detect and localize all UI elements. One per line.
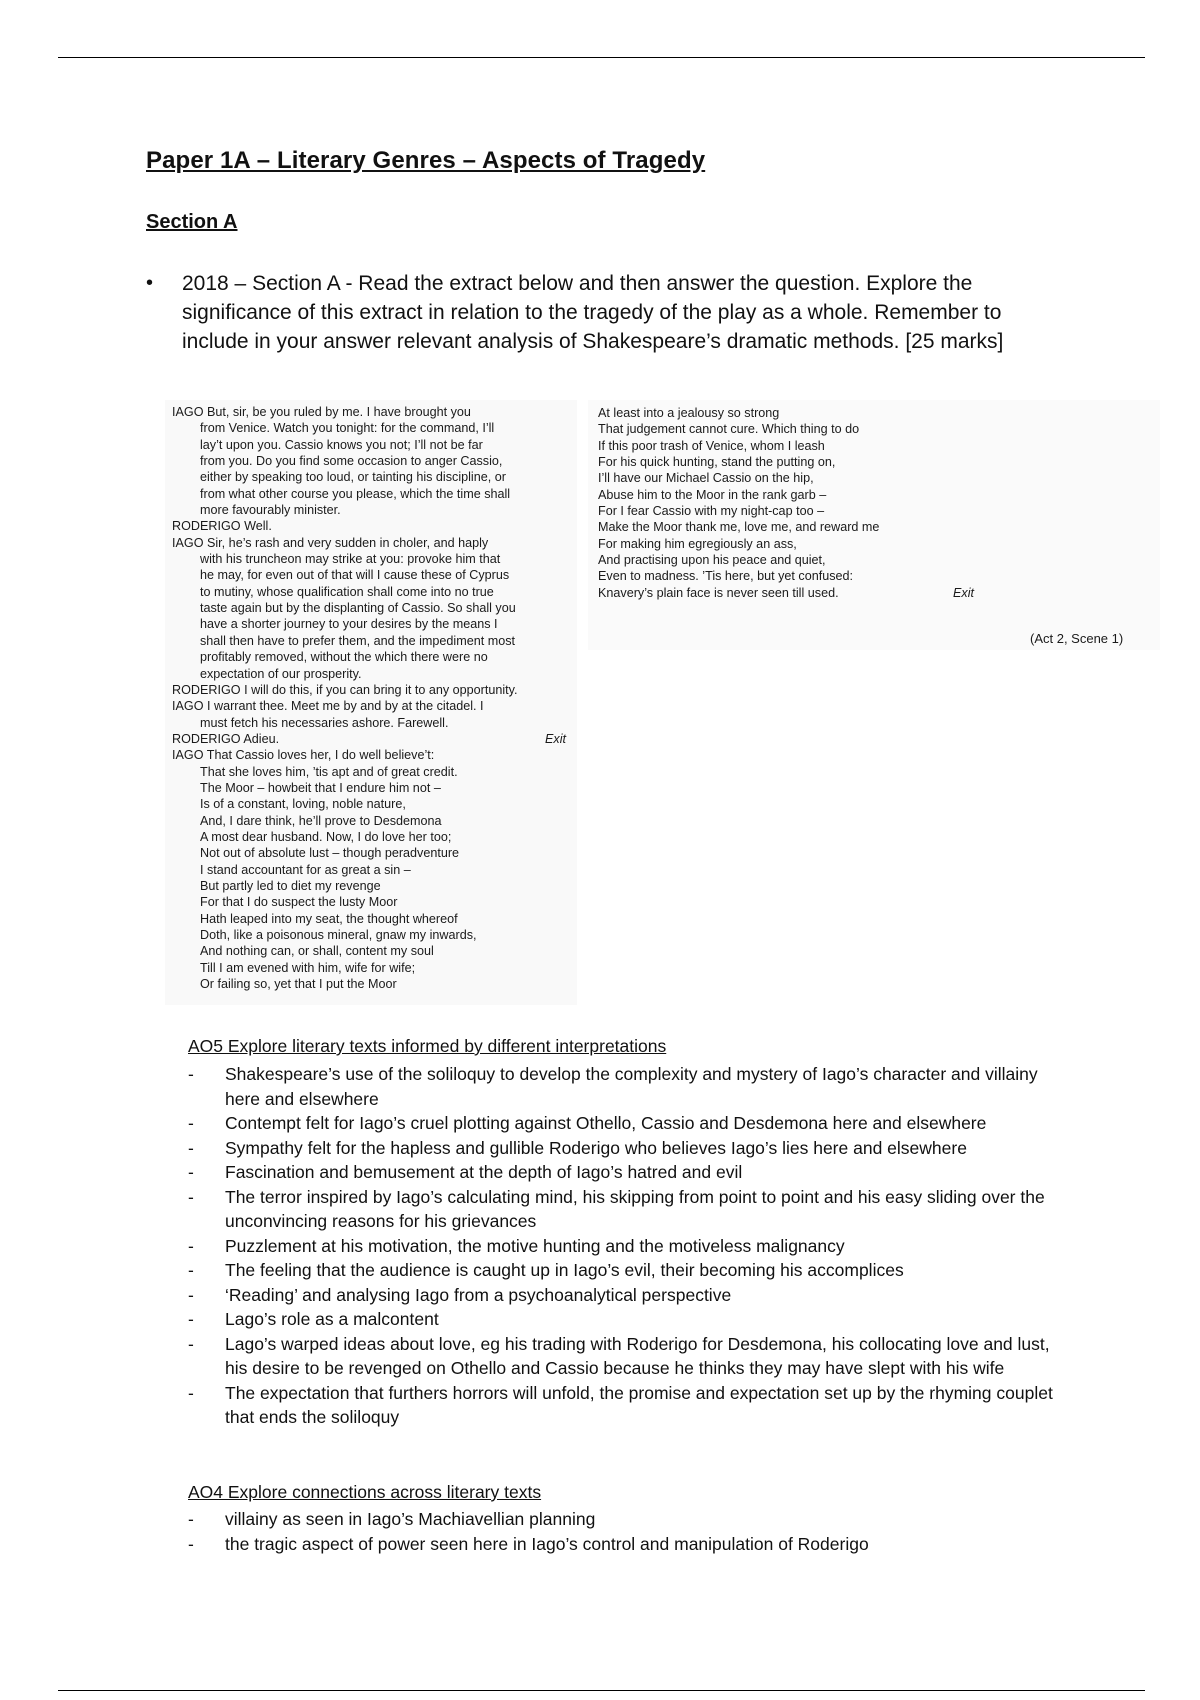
extract-line: A most dear husband. Now, I do love her too;: [200, 829, 452, 844]
extract-line: from Venice. Watch you tonight: for the command, I’ll: [200, 421, 495, 436]
section-heading: Section A: [146, 211, 238, 233]
extract-line: IAGO Sir, he’s rash and very sudden in choler, and haply: [172, 535, 489, 550]
extract-line: he may, for even out of that will I cause these of Cyprus: [200, 568, 510, 583]
extract-line: expectation of our prosperity.: [200, 666, 362, 681]
extract-line-text: RODERIGO Adieu.: [172, 731, 280, 746]
extract-column-1: [172, 404, 580, 992]
extract-line: Make the Moor thank me, love me, and reward me: [598, 520, 880, 535]
extract-line: [598, 585, 1138, 601]
list-item: - The feeling that the audience is caught up in Iago’s evil, their becoming his accomplices: [188, 1258, 1068, 1283]
extract-line: For making him egregiously an ass,: [598, 536, 797, 551]
list-item: - villainy as seen in Iago’s Machiavellian planning: [188, 1507, 1068, 1532]
ao4-list: [188, 1507, 1068, 1556]
question-item: [146, 269, 1046, 356]
extract-line: I’ll have our Michael Cassio on the hip,: [598, 471, 814, 486]
extract-line: with his truncheon may strike at you: provoke him that: [200, 552, 501, 567]
extract-line: shall then have to prefer them, and the impediment most: [200, 633, 516, 648]
extract-line: more favourably minister.: [200, 503, 341, 518]
extract-line: If this poor trash of Venice, whom I leash: [598, 438, 825, 453]
extract-line: have a shorter journey to your desires by the means I: [200, 617, 498, 632]
list-item: - Contempt felt for Iago’s cruel plotting against Othello, Cassio and Desdemona here and elsewhere: [188, 1111, 1068, 1136]
list-item: - ‘Reading’ and analysing Iago from a psychoanalytical perspective: [188, 1283, 1068, 1308]
extract-line: At least into a jealousy so strong: [598, 406, 780, 420]
extract-line: For I fear Cassio with my night-cap too –: [598, 504, 825, 519]
extract-line: For that I do suspect the lusty Moor: [200, 895, 398, 910]
extract-line: from what other course you please, which the time shall: [200, 486, 511, 501]
ao4-heading: AO4 Explore connections across literary texts: [188, 1482, 542, 1502]
extract-line: And, I dare think, he’ll prove to Desdemona: [200, 813, 442, 828]
list-item: - The expectation that furthers horrors will unfold, the promise and expectation set up by the rhyming couplet that ends the soliloquy: [188, 1381, 1068, 1430]
extract-line: That she loves him, ’tis apt and of great credit.: [200, 764, 458, 779]
extract-line: profitably removed, without the which there were no: [200, 650, 488, 665]
extract-column-2: [598, 405, 1138, 601]
extract-line: from you. Do you find some occasion to anger Cassio,: [200, 454, 503, 469]
extract-line: Is of a constant, loving, noble nature,: [200, 797, 406, 812]
list-item: - Shakespeare’s use of the soliloquy to develop the complexity and mystery of Iago’s character and villainy here and elsewhere: [188, 1062, 1068, 1111]
question-text: 2018 – Section A - Read the extract below and then answer the question. Explore the significance of this extract in relation to the tragedy of the play as a whole. Remember to include in your answer relevant analysis of Shakespeare’s dramatic methods. [25 marks]: [182, 272, 1004, 353]
extract-line: Or failing so, yet that I put the Moor: [200, 977, 397, 992]
extract-line: IAGO That Cassio loves her, I do well believe’t:: [172, 748, 435, 763]
extract-line: RODERIGO Well.: [172, 519, 272, 534]
top-rule: [58, 57, 1145, 58]
extract-line: Not out of absolute lust – though peradventure: [200, 846, 460, 861]
bottom-rule: [58, 1690, 1145, 1691]
extract-line: For his quick hunting, stand the putting on,: [598, 455, 836, 470]
extract-line: lay’t upon you. Cassio knows you not; I’ll not be far: [200, 437, 483, 452]
exit-direction: Exit: [953, 585, 974, 600]
list-item: - The terror inspired by Iago’s calculating mind, his skipping from point to point and his easy sliding over the unconvincing reasons for his grievances: [188, 1185, 1068, 1234]
extract-line: Doth, like a poisonous mineral, gnaw my inwards,: [200, 928, 477, 942]
extract-line: RODERIGO I will do this, if you can bring it to any opportunity.: [172, 682, 518, 697]
act-scene-citation: (Act 2, Scene 1): [1030, 631, 1124, 646]
extract-line-text: Knavery’s plain face is never seen till used.: [598, 585, 839, 600]
bullet-icon: •: [146, 272, 154, 294]
extract-line: The Moor – howbeit that I endure him not –: [200, 780, 441, 795]
extract-line: I stand accountant for as great a sin –: [200, 862, 411, 877]
extract-line: Till I am evened with him, wife for wife;: [200, 960, 416, 975]
extract-line: [172, 731, 580, 747]
exit-direction: Exit: [545, 731, 566, 746]
list-item: - the tragic aspect of power seen here in Iago’s control and manipulation of Roderigo: [188, 1532, 1068, 1557]
extract-line: to mutiny, whose qualification shall come into no true: [200, 584, 494, 599]
ao5-heading: AO5 Explore literary texts informed by different interpretations: [188, 1036, 667, 1056]
extract-line: IAGO But, sir, be you ruled by me. I have brought you: [172, 405, 471, 419]
extract-line: IAGO I warrant thee. Meet me by and by at the citadel. I: [172, 699, 484, 714]
extract-line: And nothing can, or shall, content my soul: [200, 944, 434, 959]
extract-line: But partly led to diet my revenge: [200, 878, 381, 893]
page-title: Paper 1A – Literary Genres – Aspects of Tragedy: [146, 147, 706, 174]
extract-line: And practising upon his peace and quiet,: [598, 553, 826, 568]
list-item: - Fascination and bemusement at the depth of Iago’s hatred and evil: [188, 1160, 1068, 1185]
extract-line: Even to madness. ’Tis here, but yet confused:: [598, 569, 854, 584]
list-item: - Lago’s role as a malcontent: [188, 1307, 1068, 1332]
extract-line: Abuse him to the Moor in the rank garb –: [598, 487, 827, 502]
extract-line: must fetch his necessaries ashore. Farewell.: [200, 715, 449, 730]
list-item: - Sympathy felt for the hapless and gullible Roderigo who believes Iago’s lies here and elsewhere: [188, 1136, 1068, 1161]
list-item: - Puzzlement at his motivation, the motive hunting and the motiveless malignancy: [188, 1234, 1068, 1259]
extract-line: either by speaking too loud, or tainting his discipline, or: [200, 470, 506, 485]
ao5-list: [188, 1062, 1068, 1430]
extract-line: That judgement cannot cure. Which thing to do: [598, 422, 860, 437]
extract-line: taste again but by the displanting of Cassio. So shall you: [200, 601, 516, 616]
extract-line: Hath leaped into my seat, the thought whereof: [200, 911, 458, 926]
list-item: - Lago’s warped ideas about love, eg his trading with Roderigo for Desdemona, his collocating love and lust, his desire to be revenged on Othello and Cassio because he thinks they may have slept with his wife: [188, 1332, 1068, 1381]
